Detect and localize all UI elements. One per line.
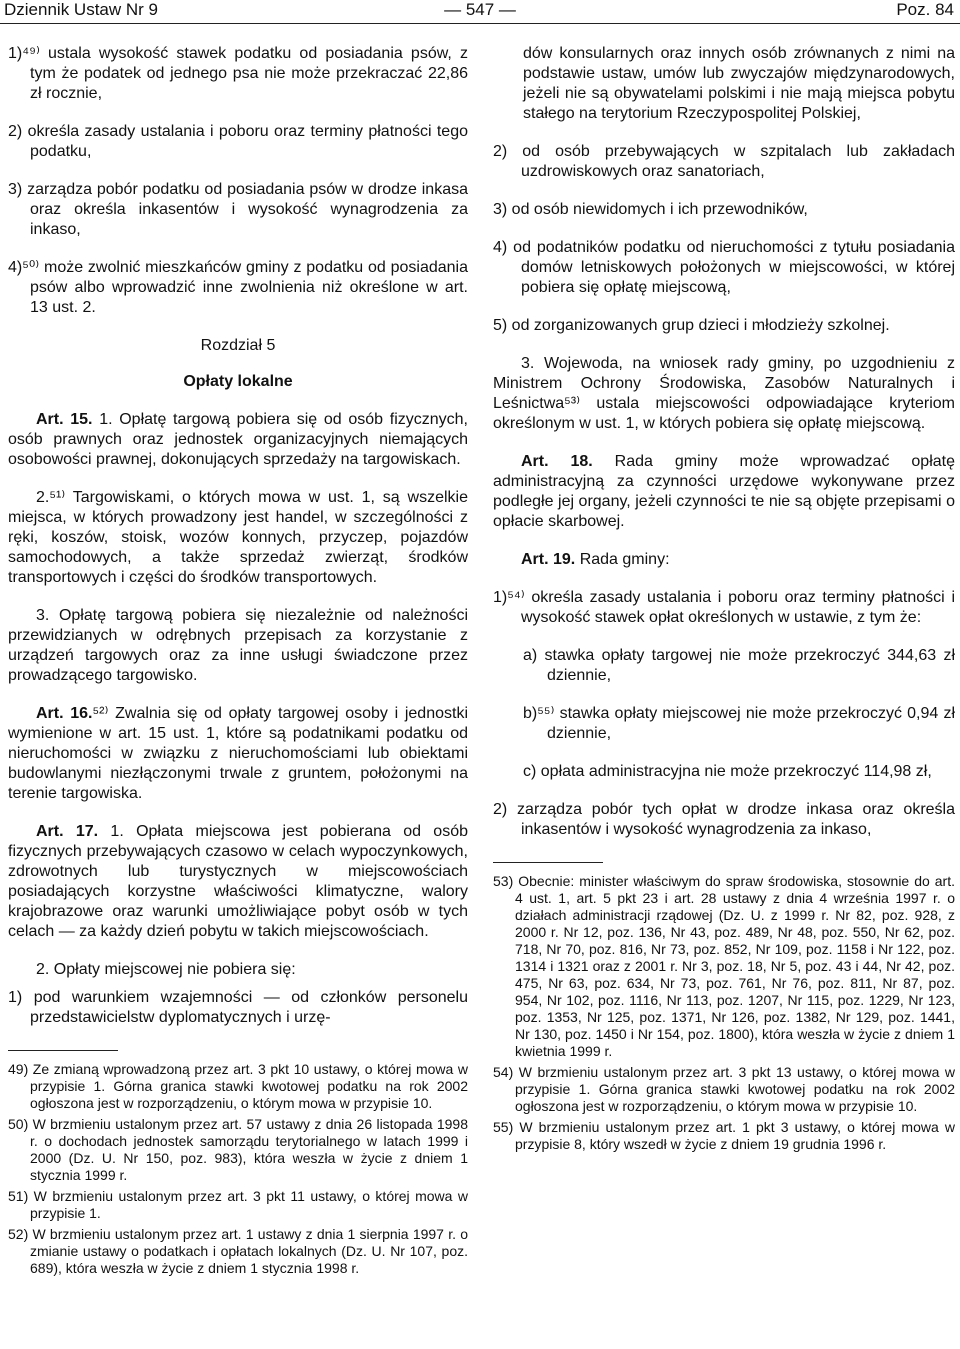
right-item-2: 2) od osób przebywających w szpitalach lub zakładach uzdrowiskowych oraz sanatoriach, — [493, 143, 955, 180]
art15-para3: 3. Opłatę targową pobiera się niezależnie od należności przewidzianych w odrębnych przepisach za korzystanie z urządzeń targowych oraz za inne usługi świadczone przez prowadzącego targowisko. — [8, 607, 468, 684]
footnote-54: 54) W brzmieniu ustalonym przez art. 3 pkt 13 ustawy, o której mowa w przypisie 1. Górna granica stawki kwotowej podatku na rok 2002 ogłoszona jest w rozporządzeniu, o którym mowa w przypisie 10. — [493, 1064, 955, 1114]
footnote-51: 51) W brzmieniu ustalonym przez art. 3 pkt 11 ustawy, o której mowa w przypisie 1. — [8, 1188, 468, 1221]
footnote-rule-right — [493, 862, 603, 863]
position-number: Poz. 84 — [896, 0, 954, 19]
footnote-55: 55) W brzmieniu ustalonym przez art. 1 pkt 3 ustawy, o której mowa w przypisie 8, który wszedł w życie z dniem 19 grudnia 1996 r. — [493, 1119, 955, 1152]
art17-para2: 2. Opłaty miejscowej nie pobiera się: — [36, 961, 296, 978]
right-column — [493, 44, 955, 1157]
art19-item2: 2) zarządza pobór tych opłat w drodze inkasa oraz określa inkasentów i wysokość wynagrodzenia za inkaso, — [493, 801, 955, 838]
header-rule — [0, 23, 960, 24]
art18 — [493, 452, 955, 532]
art19-text: Rada gminy: — [575, 551, 670, 568]
art16-text: ⁵²⁾ Zwalnia się od opłaty targowej osoby i jednostki wymienione w art. 15 ust. 1, które są podatnikami podatku od nieruchomości w związku z nieruchomościami lub obiektami budowlanymi niezłączonymi trwale z gruntem, położonymi na terenie targowiska. — [8, 705, 469, 802]
art19-item1b: b)⁵⁵⁾ stawka opłaty miejscowej nie może przekroczyć 0,94 zł dziennie, — [523, 705, 955, 742]
left-item-4: 4)⁵⁰⁾ może zwolnić mieszkańców gminy z podatku od posiadania psów albo wprowadzić inne zwolnienia niż określone w art. 13 ust. 2. — [8, 259, 468, 316]
art18-text: Rada gminy może wprowadzać opłatę administracyjną za czynności urzędowe wykonywane przez podległe jej organy, jeżeli czynności te nie są objęte przepisami o opłacie skarbowej. — [493, 453, 955, 530]
footnote-49: 49) Ze zmianą wprowadzoną przez art. 3 pkt 10 ustawy, o której mowa w przypisie 1. Górna granica stawki kwotowej podatku na rok 2002 ogłoszona jest w rozporządzeniu, o którym mowa w przypisie 10. — [8, 1061, 468, 1111]
art16-heading: Art. 16. — [36, 705, 93, 722]
left-item-2: 2) określa zasady ustalania i poboru oraz terminy płatności tego podatku, — [8, 123, 468, 160]
art19-heading: Art. 19. — [521, 551, 576, 568]
art17-para1 — [8, 822, 468, 942]
footnote-52: 52) W brzmieniu ustalonym przez art. 1 ustawy z dnia 1 sierpnia 1997 r. o zmianie ustawy o podatkach i opłatach lokalnych (Dz. U. Nr 107, poz. 689), która weszła w życie z dniem 1 stycznia 1998 r. — [8, 1226, 468, 1276]
right-item-4: 4) od podatników podatku od nieruchomości z tytułu posiadania domów letniskowych położonych w miejscowości, w której pobiera się opłatę miejscową, — [493, 239, 955, 296]
right-continuation: dów konsularnych oraz innych osób zrównanych z nimi na podstawie ustaw, umów lub zwyczajów międzynarodowych, jeżeli nie są obywatelami polskimi i nie mają miejsca pobytu stałego na terytorium Rzeczypospolitej Polskiej, — [523, 45, 955, 122]
footnote-53: 53) Obecnie: minister właściwym do spraw środowiska, stosownie do art. 4 ust. 1, art. 5 pkt 23 i art. 28 ustawy z dnia 4 września 1997 r. o działach administracji rządowej (Dz. U. z 1999 r. Nr 82, poz. 928, z 2000 r. Nr 12, poz. 136, Nr 43, poz. 489, Nr 48, poz. 550, Nr 62, poz. 718, Nr 70, poz. 816, Nr 73, poz. 852, Nr 109, poz. 1158 i Nr 122, poz. 1314 i 1321 oraz z 2001 r. Nr 3, poz. 18, Nr 5, poz. 43 i 44, Nr 42, poz. 475, Nr 63, poz. 634, Nr 73, poz. 761, Nr 76, poz. 811, Nr 87, poz. 954, Nr 102, poz. 1116, Nr 113, poz. 1207, Nr 115, poz. 1229, Nr 123, poz. 1353, Nr 125, poz. 1371, Nr 126, poz. 1382, Nr 129, poz. 1441, Nr 130, poz. 1450 i Nr 154, poz. 1800), która weszła w życie z dniem 1 kwietnia 1999 r. — [493, 873, 955, 1059]
footnote-rule — [8, 1050, 118, 1051]
left-item-1: 1)⁴⁹⁾ ustala wysokość stawek podatku od posiadania psów, z tym że podatek od jednego psa nie może przekraczać 22,86 zł rocznie, — [8, 45, 468, 102]
art15-para1-text: 1. Opłatę targową pobiera się od osób fizycznych, osób prawnych oraz jednostek organizacyjnych niemających osobowości prawnej, dokonujących sprzedaży na targowiskach. — [8, 411, 469, 468]
art17-para2-item1: 1) pod warunkiem wzajemności — od członków personelu przedstawicielstw dyplomatycznych i urzę- — [8, 989, 468, 1026]
art17-para3: 3. Wojewoda, na wniosek rady gminy, po uzgodnieniu z Ministrem Ochrony Środowiska, Zasobów Naturalnych i Leśnictwa⁵³⁾ ustala miejscowości odpowiadające kryteriom określonym w ust. 1, w których pobiera się opłatę miejscową. — [493, 355, 955, 432]
art15-para1 — [8, 410, 468, 470]
chapter-title: Opłaty lokalne — [183, 373, 293, 390]
art18-heading: Art. 18. — [521, 453, 593, 470]
art17-heading: Art. 17. — [36, 823, 99, 840]
footnote-50: 50) W brzmieniu ustalonym przez art. 57 ustawy z dnia 26 listopada 1998 r. o dochodach jednostek samorządu terytorialnego w latach 1999 i 2000 (Dz. U. Nr 150, poz. 983), która weszła w życie z dniem 1 stycznia 1999 r. — [8, 1116, 468, 1183]
journal-title: Dziennik Ustaw Nr 9 — [4, 0, 158, 19]
art19-item1: 1)⁵⁴⁾ określa zasady ustalania i poboru oraz terminy płatności i wysokość stawek opłat określonych w ustawie, z tym że: — [493, 589, 955, 626]
art19-item1c: c) opłata administracyjna nie może przekroczyć 114,98 zł, — [523, 763, 932, 780]
left-item-3: 3) zarządza pobór podatku od posiadania psów w drodze inkasa oraz określa inkasentów i wysokość wynagrodzenia za inkaso, — [8, 181, 468, 238]
art17-para1-text: 1. Opłata miejscowa jest pobierana od osób fizycznych przebywających czasowo w celach wypoczynkowych, zdrowotnych lub turystycznych w miejscowościach posiadających korzystne właściwości klimatyczne, walory krajobrazowe oraz warunki umożliwiające pobyt osób w tych celach — za każdy dzień pobytu w takich miejscowościach. — [8, 823, 468, 940]
right-item-5: 5) od zorganizowanych grup dzieci i młodzieży szkolnej. — [493, 317, 890, 334]
right-item-3: 3) od osób niewidomych i ich przewodników, — [493, 201, 808, 218]
art15-heading: Art. 15. — [36, 411, 93, 428]
art19-item1a: a) stawka opłaty targowej nie może przekroczyć 344,63 zł dziennie, — [523, 647, 955, 684]
chapter-number: Rozdział 5 — [200, 337, 276, 354]
page-header — [0, 0, 960, 24]
art15-para2: 2.⁵¹⁾ Targowiskami, o których mowa w ust. 1, są wszelkie miejsca, w których prowadzony jest handel, w szczególności z ręki, koszów, stoisk, wozów konnych, przyczep, pojazdów samochodowych, a także sprzedaż zwierząt, środków transportowych i części do środków transportowych. — [8, 489, 468, 586]
art16 — [8, 704, 468, 804]
page-number: — 547 — — [444, 0, 516, 19]
art19 — [493, 550, 955, 570]
left-column — [8, 44, 468, 1281]
